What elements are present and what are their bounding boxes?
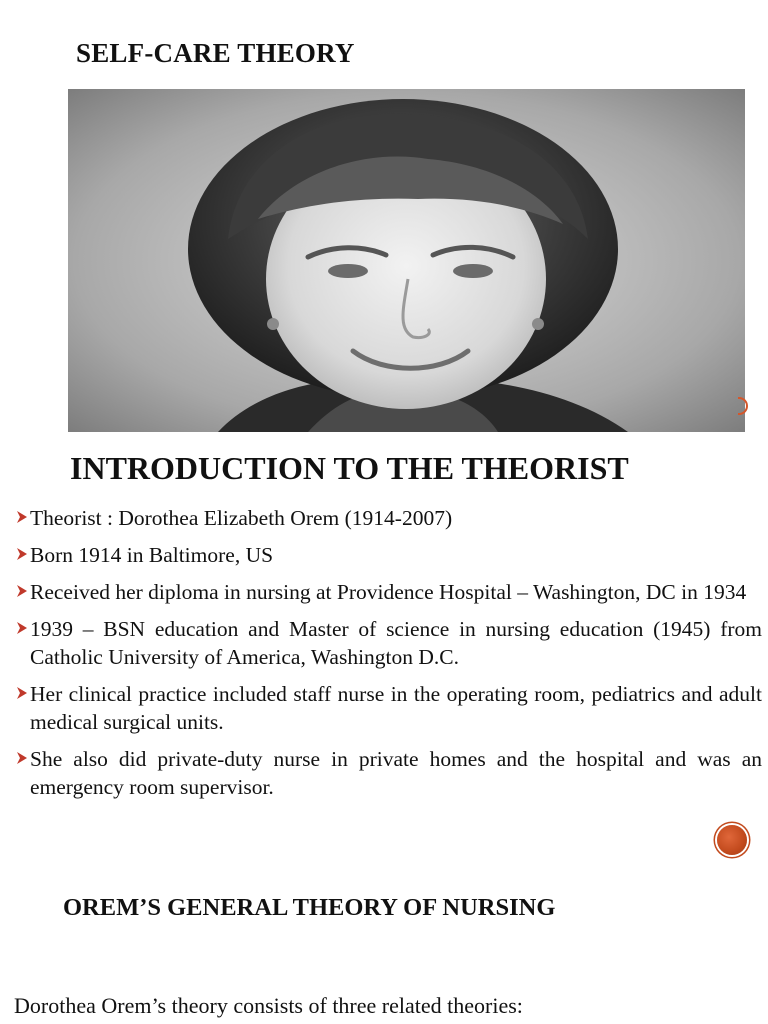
arrowhead-bullet-icon	[16, 584, 28, 598]
bullet-text: She also did private-duty nurse in private homes and the hospital and was an emergency room supervisor.	[30, 747, 762, 799]
theorist-bullet-list	[18, 504, 762, 810]
list-item	[18, 541, 762, 569]
body-text: Dorothea Orem’s theory consists of three related theories:	[14, 993, 523, 1018]
arrowhead-bullet-icon	[16, 621, 28, 635]
bullet-text: Born 1914 in Baltimore, US	[30, 543, 274, 567]
list-item	[18, 680, 762, 736]
theorist-portrait	[68, 89, 745, 432]
section-title-introduction: INTRODUCTION TO THE THEORIST	[70, 450, 629, 486]
bullet-text: Received her diploma in nursing at Providence Hospital – Washington, DC in 1934	[30, 580, 747, 604]
list-item	[18, 745, 762, 801]
partial-orange-circle-icon	[738, 397, 748, 415]
bullet-text: 1939 – BSN education and Master of science in nursing education (1945) from Catholic University of America, Washington D.C.	[30, 617, 762, 669]
arrowhead-bullet-icon	[16, 547, 28, 561]
slide-title: SELF-CARE THEORY	[76, 38, 355, 68]
list-item	[18, 578, 762, 606]
list-item	[18, 504, 762, 532]
portrait-image	[68, 89, 745, 432]
section-title-general-theory: OREM’S GENERAL THEORY OF NURSING	[63, 894, 556, 921]
arrowhead-bullet-icon	[16, 751, 28, 765]
orange-circle-icon	[717, 825, 747, 855]
arrowhead-bullet-icon	[16, 686, 28, 700]
arrowhead-bullet-icon	[16, 510, 28, 524]
bullet-text: Her clinical practice included staff nurse in the operating room, pediatrics and adult medical surgical units.	[30, 682, 762, 734]
list-item	[18, 615, 762, 671]
bullet-text: Theorist : Dorothea Elizabeth Orem (1914-2007)	[30, 506, 453, 530]
